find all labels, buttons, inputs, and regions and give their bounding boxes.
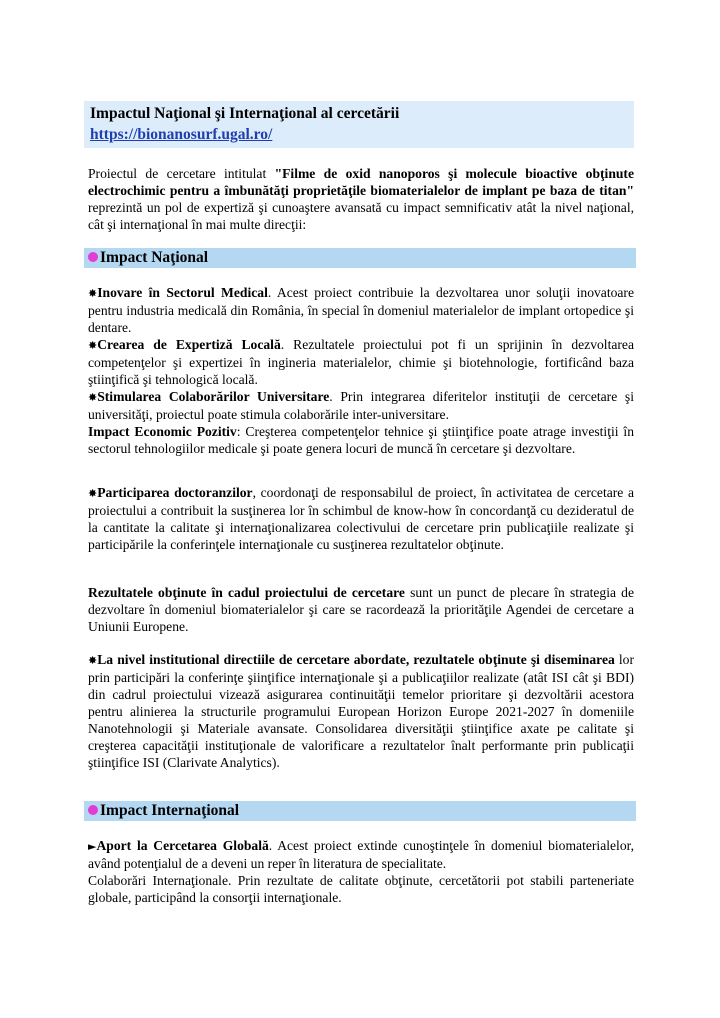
asterisk-bullet-icon: ✸ xyxy=(88,487,98,500)
results-paragraph: Rezultatele obţinute în cadul proiectului de cercetare sunt un punct de plecare în strategia de dezvoltare în domeniul biomaterialelor şi care se racordează la priorităţile Agendei de cercetare a Uniunii Europene. xyxy=(88,585,634,634)
magenta-dot-icon xyxy=(88,805,98,815)
list-item: ✸Inovare în Sectorul Medical. Acest proiect contribuie la dezvoltarea unor soluţii inovatoare pentru industria medicală din România, în special în domeniul materialelor de implant ortopedice şi dentare. xyxy=(88,285,634,335)
asterisk-bullet-icon: ✸ xyxy=(88,287,98,300)
triangle-bullet-icon: ► xyxy=(88,840,97,853)
national-heading: Impact Naţional xyxy=(84,248,636,268)
intro-paragraph: Proiectul de cercetare intitulat "Filme de oxid nanoporos şi molecule bioactive obţinute electrochimic pentru a îmbunătăţi proprietăţile biomaterialelor de implant pe baza de titan" reprezintă un pol de expertiză şi cunoaştere avansată cu impact semnificativ atât la nivel naţional, cât şi internaţional în mai multe direcţii: xyxy=(88,166,634,232)
document-title: Impactul Naţional şi Internaţional al cercetării xyxy=(90,105,400,122)
doctoral-paragraph: ✸Participarea doctoranzilor, coordonaţi de responsabilul de proiect, în activitatea de cercetare a proiectului a contribuit la susţinerea lor în schimbul de know-how în concordanţă cu dezideratul de la cantitate la calitate şi internaţionalizarea colectivului de cercetare prin publicaţiile realizate şi participările la conferinţele internaţionale cu susţinerea rezultatelor obţinute. xyxy=(88,485,634,552)
list-item: ►Aport la Cercetarea Globală. Acest proiect extinde cunoştinţele în domeniul biomaterialelor, având potenţialul de a deveni un reper în literatura de specialitate. xyxy=(88,838,634,871)
international-items xyxy=(88,837,634,906)
magenta-dot-icon xyxy=(88,252,98,262)
project-link[interactable]: https://bionanosurf.ugal.ro/ xyxy=(90,126,273,143)
international-heading: Impact Internaţional xyxy=(84,801,636,821)
asterisk-bullet-icon: ✸ xyxy=(88,391,98,404)
list-item: ✸Stimularea Colaborărilor Universitare. Prin integrarea diferitelor instituţii de cercetare şi universităţi, proiectul poate stimula colaborările inter-universitare. xyxy=(88,389,634,422)
asterisk-bullet-icon: ✸ xyxy=(88,654,98,667)
list-item: ✸Crearea de Expertiză Locală. Rezultatele proiectului pot fi un sprijinin în dezvoltarea competenţelor şi expertizei în ingineria materialelor, chimie şi biotehnologie, fortificând baza ştiinţifică şi tehnologică locală. xyxy=(88,337,634,387)
list-item: Colaborări Internaţionale. Prin rezultate de calitate obţinute, cercetătorii pot stabili parteneriate globale, participând la consorţii internaţionale. xyxy=(88,873,634,905)
institutional-paragraph: ✸La nivel institutional directiile de cercetare abordate, rezultatele obţinute şi diseminarea lor prin participări la conferinţe şiinţifice internaţionale şi a publicaţiilor realizate (atât ISI cât şi BDI) din cadrul proiectului vizează asigurarea continuităţii temelor prioritare şi dezvoltării acestora pentru alinierea la structurile programului European Horizon Europe 2021-2027 în domeniile Nanotehnologii şi Materiale avansate. Consolidarea diversităţii ştiinţifice axate pe calitate şi creşterea capacităţii instituţionale de valorificare a rezultatelor înalt performante prin publicaţii ştiinţifice ISI (Clarivate Analytics). xyxy=(88,652,635,770)
title-box xyxy=(84,101,634,148)
list-item: Impact Economic Pozitiv: Creşterea competenţelor tehnice şi ştiinţifice poate atrage investiţii în sectorul tehnologiilor medicale şi poate genera locuri de muncă în cercetare şi dezvoltare. xyxy=(88,424,635,456)
national-items xyxy=(88,284,634,457)
asterisk-bullet-icon: ✸ xyxy=(88,339,98,352)
project-title: "Filme de oxid nanoporos şi molecule bioactive obţinute electrochimic pentru a îmbunătăţi proprietăţile biomaterialelor de implant pe baza de titan" xyxy=(88,166,634,198)
